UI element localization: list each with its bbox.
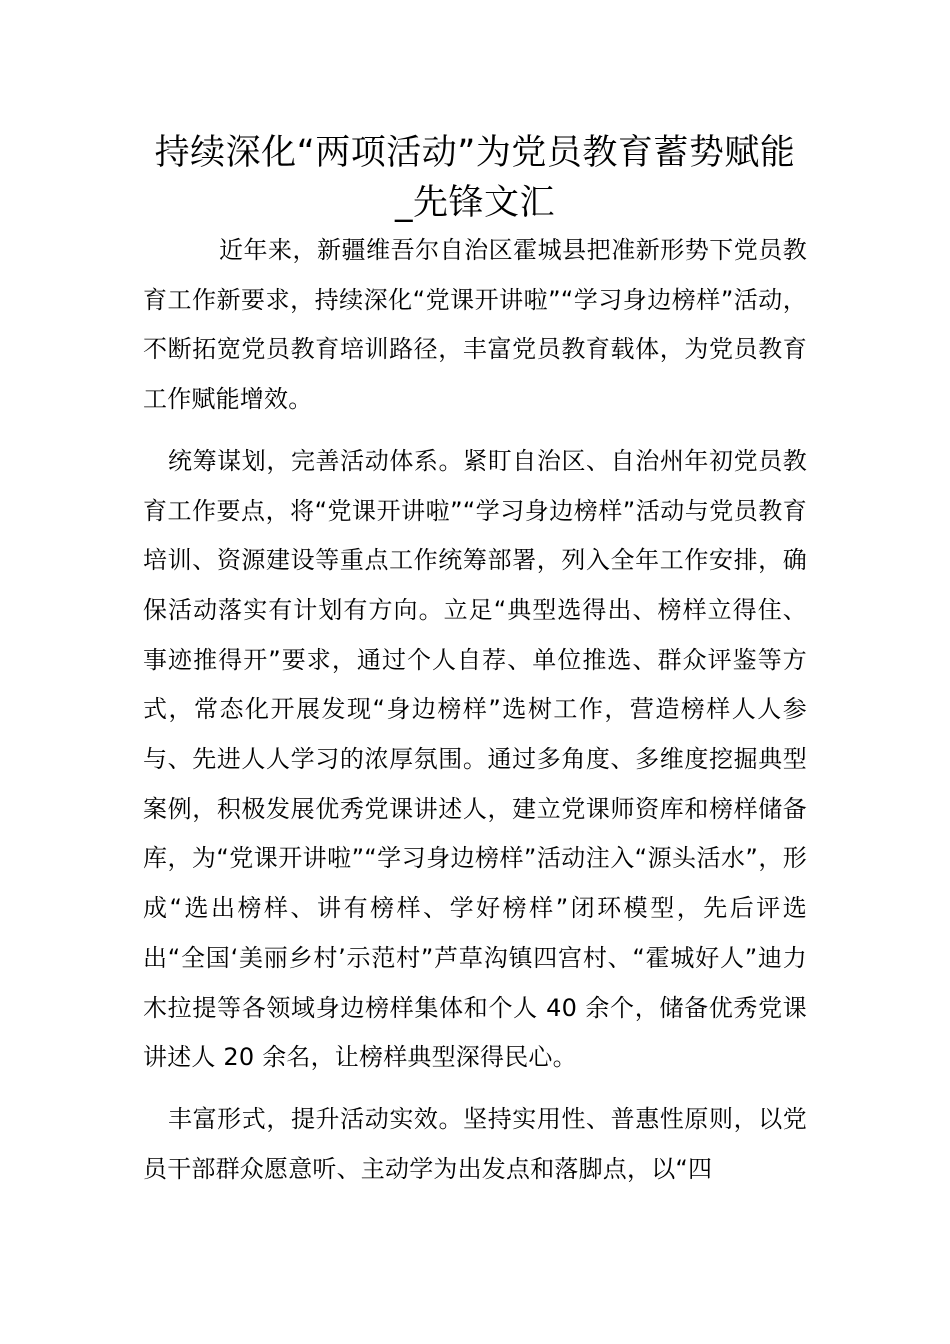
- paragraph-planning: 统筹谋划，完善活动体系。紧盯自治区、自治州年初党员教育工作要点，将“党课开讲啦”“学习身边榜样”活动与党员教育培训、资源建设等重点工作统筹部署，列入全年工作安排，确保活动落实有计划有方向。立足“典型选得出、榜样立得住、事迹推得开”要求，通过个人自荐、单位推选、群众评鉴等方式，常态化开展发现“身边榜样”选树工作，营造榜样人人参与、先进人人学习的浓厚氛围。通过多角度、多维度挖掘典型案例，积极发展优秀党课讲述人，建立党课师资库和榜样储备库，为“党课开讲啦”“学习身边榜样”活动注入“源头活水”，形成“选出榜样、讲有榜样、学好榜样”闭环模型，先后评选出“全国‘美丽乡村’示范村”芦草沟镇四宫村、“霍城好人”迪力木拉提等各领域身边榜样集体和个人 40 余个，储备优秀党课讲述人 20 余名，让榜样典型深得民心。: [143, 446, 807, 1072]
- document-title: 持续深化“两项活动”为党员教育蓄势赋能_先锋文汇: [154, 133, 796, 223]
- paragraph-intro: 近年来，新疆维吾尔自治区霍城县把准新形势下党员教育工作新要求，持续深化“党课开讲啦”“学习身边榜样”活动，不断拓宽党员教育培训路径，丰富党员教育载体，为党员教育工作赋能增效。: [143, 236, 807, 414]
- document-body: [143, 226, 807, 1206]
- paragraph-forms: 丰富形式，提升活动实效。坚持实用性、普惠性原则，以党员干部群众愿意听、主动学为出发点和落脚点，以“四: [143, 1104, 807, 1183]
